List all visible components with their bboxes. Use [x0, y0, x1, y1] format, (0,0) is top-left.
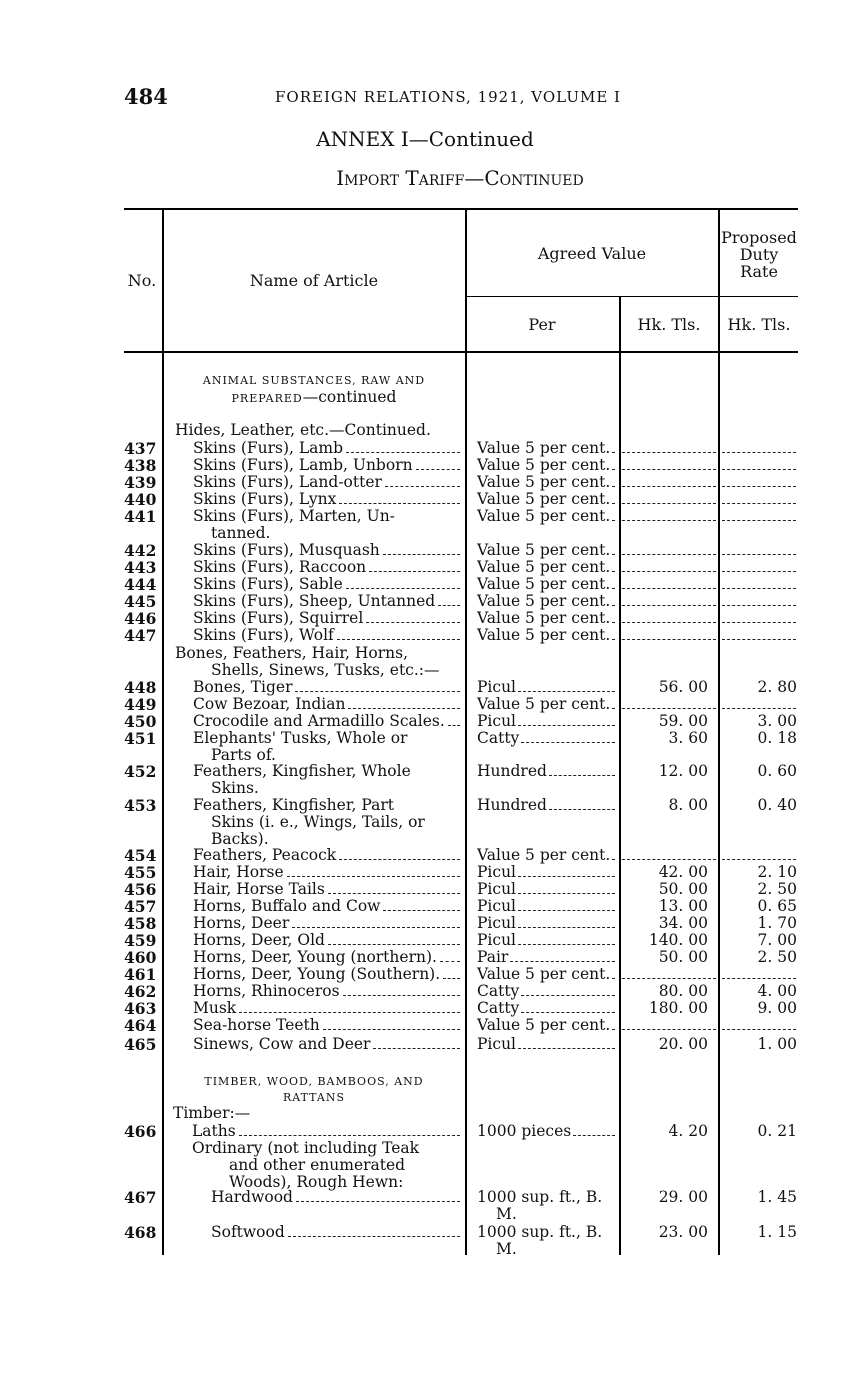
header-hk-tls: Hk. Tls. — [637, 315, 701, 334]
header-per: Per — [528, 315, 556, 334]
leader-dots — [612, 571, 615, 572]
per-unit: Value 5 per cent. — [477, 558, 611, 576]
leader-dots — [448, 725, 460, 726]
col-divider-2 — [465, 208, 467, 1255]
per-unit: Hundred — [477, 796, 547, 814]
per-unit: Picul — [477, 678, 517, 696]
leader-dots — [612, 605, 615, 606]
agreed-value: 180. 00 — [648, 999, 708, 1017]
leader-dots — [612, 503, 615, 504]
section-heading-timber-line2: RATTANS — [282, 1091, 345, 1104]
row-number: 458 — [124, 914, 157, 933]
row-number: 457 — [124, 897, 157, 916]
per-unit: Value 5 per cent. — [477, 609, 611, 627]
header-no: No. — [127, 271, 157, 290]
empty-value-dashes — [622, 978, 716, 979]
article-name: Cow Bezoar, Indian — [193, 695, 346, 713]
section-heading-animal-line1: ANIMAL SUBSTANCES, RAW AND — [202, 374, 426, 387]
article-name: Bones, Tiger — [193, 678, 293, 696]
agreed-value: 13. 00 — [658, 897, 708, 915]
article-name: Feathers, Kingfisher, Part — [193, 796, 394, 814]
agreed-value: 20. 00 — [658, 1035, 708, 1053]
subheading-bones-1: Bones, Feathers, Hair, Horns, — [175, 644, 409, 662]
page-number: 484 — [124, 84, 168, 109]
section-heading-animal-line2 — [164, 389, 464, 407]
table-top-rule — [124, 208, 798, 210]
leader-dots — [549, 775, 615, 776]
proposed-rule — [719, 296, 798, 297]
leader-dots — [612, 1029, 615, 1030]
subheading-bones-2: Shells, Sinews, Tusks, etc.:— — [211, 661, 440, 679]
leader-dots — [521, 995, 615, 996]
header-name: Name of Article — [249, 271, 379, 290]
empty-duty-dashes — [722, 588, 796, 589]
leader-dots — [443, 978, 460, 979]
empty-duty-dashes — [722, 605, 796, 606]
empty-value-dashes — [622, 639, 716, 640]
leader-dots — [612, 859, 615, 860]
row-number: 442 — [124, 541, 157, 560]
empty-value-dashes — [622, 605, 716, 606]
leader-dots — [383, 910, 460, 911]
row-number: 461 — [124, 965, 157, 984]
leader-dots — [518, 1048, 615, 1049]
subheading-timber: Timber:— — [173, 1104, 251, 1122]
leader-dots — [612, 554, 615, 555]
article-name-cont: tanned. — [211, 524, 271, 542]
row-number: 459 — [124, 931, 157, 950]
leader-dots — [348, 708, 460, 709]
empty-duty-dashes — [722, 520, 796, 521]
row-number: 464 — [124, 1016, 157, 1035]
article-name: Laths — [192, 1122, 236, 1140]
leader-dots — [510, 961, 615, 962]
leader-dots — [346, 588, 460, 589]
article-name: Musk — [193, 999, 237, 1017]
leader-dots — [328, 893, 460, 894]
per-unit: 1000 sup. ft., B. — [477, 1223, 603, 1241]
duty-rate: 3. 00 — [757, 712, 797, 730]
row-number: 460 — [124, 948, 157, 967]
leader-dots — [521, 742, 615, 743]
article-name: Hardwood — [211, 1188, 293, 1206]
empty-value-dashes — [622, 571, 716, 572]
duty-rate: 0. 18 — [757, 729, 797, 747]
header-proposed-1: Proposed — [721, 228, 797, 247]
article-name: Horns, Rhinoceros — [193, 982, 340, 1000]
agreed-value: 23. 00 — [658, 1223, 708, 1241]
agreed-value: 34. 00 — [658, 914, 708, 932]
empty-value-dashes — [622, 469, 716, 470]
article-name: Elephants' Tusks, Whole or — [193, 729, 408, 747]
row-number: 441 — [124, 507, 157, 526]
per-unit: Picul — [477, 863, 517, 881]
article-name: Skins (Furs), Marten, Un- — [193, 507, 395, 525]
duty-rate: 1. 00 — [757, 1035, 797, 1053]
duty-rate: 0. 65 — [757, 897, 797, 915]
empty-value-dashes — [622, 859, 716, 860]
empty-duty-dashes — [722, 978, 796, 979]
row-number: 466 — [124, 1122, 157, 1141]
per-unit: Value 5 per cent. — [477, 456, 611, 474]
leader-dots — [295, 691, 460, 692]
leader-dots — [518, 876, 615, 877]
article-name: Horns, Deer, Young (northern). — [193, 948, 437, 966]
article-name: Sea-horse Teeth — [193, 1016, 320, 1034]
row-number: 452 — [124, 762, 157, 781]
row-number: 465 — [124, 1035, 157, 1054]
leader-dots — [612, 639, 615, 640]
per-unit: Hundred — [477, 762, 547, 780]
empty-duty-dashes — [722, 639, 796, 640]
empty-duty-dashes — [722, 486, 796, 487]
leader-dots — [239, 1135, 460, 1136]
per-unit: Picul — [477, 712, 517, 730]
empty-value-dashes — [622, 622, 716, 623]
agreed-value: 8. 00 — [668, 796, 708, 814]
leader-dots — [612, 622, 615, 623]
per-unit: Catty — [477, 729, 520, 747]
article-name: Softwood — [211, 1223, 285, 1241]
agreed-value: 3. 60 — [668, 729, 708, 747]
article-name: Skins (Furs), Squirrel — [193, 609, 364, 627]
leader-dots — [612, 588, 615, 589]
per-unit: Value 5 per cent. — [477, 439, 611, 457]
leader-dots — [612, 520, 615, 521]
article-name: Skins (Furs), Lamb, Unborn — [193, 456, 413, 474]
leader-dots — [612, 469, 615, 470]
duty-rate: 2. 80 — [757, 678, 797, 696]
col-divider-4 — [718, 208, 720, 1255]
article-name-cont: Parts of. — [211, 746, 276, 764]
leader-dots — [518, 927, 615, 928]
row-number: 450 — [124, 712, 157, 731]
article-name: Skins (Furs), Lamb — [193, 439, 344, 457]
empty-duty-dashes — [722, 708, 796, 709]
per-unit: Picul — [477, 1035, 517, 1053]
duty-rate: 0. 60 — [757, 762, 797, 780]
empty-value-dashes — [622, 452, 716, 453]
article-name: Skins (Furs), Land-otter — [193, 473, 382, 491]
leader-dots — [518, 944, 615, 945]
duty-rate: 0. 21 — [757, 1122, 797, 1140]
agreed-value: 80. 00 — [658, 982, 708, 1000]
leader-dots — [339, 859, 460, 860]
row-number: 439 — [124, 473, 157, 492]
empty-duty-dashes — [722, 554, 796, 555]
agreed-value: 29. 00 — [658, 1188, 708, 1206]
article-name-cont: Backs). — [211, 830, 269, 848]
row-number: 438 — [124, 456, 157, 475]
duty-rate: 4. 00 — [757, 982, 797, 1000]
duty-rate: 1. 45 — [757, 1188, 797, 1206]
leader-dots — [328, 944, 460, 945]
per-unit: Catty — [477, 982, 520, 1000]
row-number: 448 — [124, 678, 157, 697]
row-number: 446 — [124, 609, 157, 628]
empty-duty-dashes — [722, 503, 796, 504]
leader-dots — [383, 554, 460, 555]
per-unit: 1000 pieces — [477, 1122, 572, 1140]
row-number: 455 — [124, 863, 157, 882]
leader-dots — [440, 961, 460, 962]
col-divider-3 — [619, 296, 621, 1255]
header-proposed-2: Duty — [739, 245, 779, 264]
leader-dots — [292, 927, 460, 928]
subheading-ordinary-2: and other enumerated — [229, 1156, 406, 1174]
leader-dots — [343, 995, 460, 996]
leader-dots — [612, 452, 615, 453]
per-unit: Value 5 per cent. — [477, 592, 611, 610]
empty-value-dashes — [622, 554, 716, 555]
leader-dots — [518, 893, 615, 894]
leader-dots — [337, 639, 460, 640]
section-heading-timber — [164, 1074, 464, 1106]
duty-rate: 0. 40 — [757, 796, 797, 814]
empty-duty-dashes — [722, 469, 796, 470]
empty-duty-dashes — [722, 622, 796, 623]
per-unit: Picul — [477, 897, 517, 915]
section-heading-animal-prepared: PREPARED — [231, 392, 303, 405]
per-unit-cont: M. — [496, 1240, 517, 1258]
agreed-value: 140. 00 — [648, 931, 708, 949]
leader-dots — [416, 469, 460, 470]
leader-dots — [518, 691, 615, 692]
row-number: 443 — [124, 558, 157, 577]
leader-dots — [612, 978, 615, 979]
per-unit: Value 5 per cent. — [477, 575, 611, 593]
article-name-cont: Skins. — [211, 779, 259, 797]
row-number: 449 — [124, 695, 157, 714]
duty-rate: 1. 70 — [757, 914, 797, 932]
article-name: Feathers, Peacock — [193, 846, 337, 864]
article-name: Feathers, Kingfisher, Whole — [193, 762, 411, 780]
empty-duty-dashes — [722, 571, 796, 572]
empty-duty-dashes — [722, 1029, 796, 1030]
empty-duty-dashes — [722, 452, 796, 453]
tariff-title: Import Tariff—Continued — [336, 166, 584, 190]
per-unit: Value 5 per cent. — [477, 490, 611, 508]
leader-dots — [288, 1236, 460, 1237]
leader-dots — [518, 910, 615, 911]
article-name: Crocodile and Armadillo Scales. — [193, 712, 445, 730]
duty-rate: 9. 00 — [757, 999, 797, 1017]
article-name: Sinews, Cow and Deer — [193, 1035, 371, 1053]
agreed-value: 50. 00 — [658, 880, 708, 898]
leader-dots — [521, 1012, 615, 1013]
leader-dots — [385, 486, 460, 487]
agreed-value: 42. 00 — [658, 863, 708, 881]
section-heading-animal — [164, 373, 464, 407]
article-name: Skins (Furs), Sable — [193, 575, 343, 593]
leader-dots — [296, 1201, 460, 1202]
per-unit-cont: M. — [496, 1205, 517, 1223]
row-number: 453 — [124, 796, 157, 815]
empty-value-dashes — [622, 486, 716, 487]
per-unit: Picul — [477, 931, 517, 949]
article-name: Horns, Buffalo and Cow — [193, 897, 381, 915]
row-number: 451 — [124, 729, 157, 748]
per-unit: Value 5 per cent. — [477, 626, 611, 644]
leader-dots — [339, 503, 460, 504]
header-proposed-unit: Hk. Tls. — [727, 315, 791, 334]
agreed-value: 12. 00 — [658, 762, 708, 780]
article-name: Skins (Furs), Musquash — [193, 541, 380, 559]
agreed-value: 59. 00 — [658, 712, 708, 730]
agreed-value: 56. 00 — [658, 678, 708, 696]
leader-dots — [612, 708, 615, 709]
subheading-hides: Hides, Leather, etc.—Continued. — [175, 421, 431, 439]
leader-dots — [346, 452, 460, 453]
per-unit: Value 5 per cent. — [477, 507, 611, 525]
duty-rate: 2. 50 — [757, 948, 797, 966]
running-head: FOREIGN RELATIONS, 1921, VOLUME I — [275, 88, 621, 106]
per-unit: Value 5 per cent. — [477, 846, 611, 864]
duty-rate: 7. 00 — [757, 931, 797, 949]
row-number: 468 — [124, 1223, 157, 1242]
article-name: Horns, Deer, Young (Southern). — [193, 965, 441, 983]
row-number: 463 — [124, 999, 157, 1018]
row-number: 447 — [124, 626, 157, 645]
row-number: 467 — [124, 1188, 157, 1207]
article-name: Skins (Furs), Lynx — [193, 490, 337, 508]
row-number: 440 — [124, 490, 157, 509]
agreed-value: 50. 00 — [658, 948, 708, 966]
per-unit: Value 5 per cent. — [477, 541, 611, 559]
section-heading-timber-line1: TIMBER, WOOD, BAMBOOS, AND — [204, 1075, 424, 1088]
annex-title: ANNEX I—Continued — [316, 127, 534, 151]
leader-dots — [612, 486, 615, 487]
leader-dots — [373, 1048, 460, 1049]
per-unit: 1000 sup. ft., B. — [477, 1188, 603, 1206]
per-unit: Catty — [477, 999, 520, 1017]
section-heading-animal-continued: —continued — [302, 388, 397, 406]
empty-duty-dashes — [722, 859, 796, 860]
per-unit: Value 5 per cent. — [477, 965, 611, 983]
leader-dots — [518, 725, 615, 726]
empty-value-dashes — [622, 588, 716, 589]
subheading-ordinary-3: Woods), Rough Hewn: — [229, 1173, 404, 1191]
empty-value-dashes — [622, 520, 716, 521]
duty-rate: 2. 50 — [757, 880, 797, 898]
article-name: Hair, Horse Tails — [193, 880, 325, 898]
leader-dots — [369, 571, 460, 572]
empty-value-dashes — [622, 1029, 716, 1030]
leader-dots — [366, 622, 460, 623]
leader-dots — [323, 1029, 460, 1030]
article-name: Skins (Furs), Raccoon — [193, 558, 367, 576]
agreed-value: 4. 20 — [668, 1122, 708, 1140]
subheading-ordinary-1: Ordinary (not including Teak — [192, 1139, 420, 1157]
header-proposed-3: Rate — [740, 262, 778, 281]
duty-rate: 2. 10 — [757, 863, 797, 881]
header-bottom-rule — [124, 351, 798, 353]
row-number: 444 — [124, 575, 157, 594]
empty-value-dashes — [622, 503, 716, 504]
empty-value-dashes — [622, 708, 716, 709]
article-name-cont: Skins (i. e., Wings, Tails, or — [211, 813, 425, 831]
row-number: 445 — [124, 592, 157, 611]
leader-dots — [573, 1135, 615, 1136]
article-name: Skins (Furs), Wolf — [193, 626, 334, 644]
per-unit: Value 5 per cent. — [477, 473, 611, 491]
article-name: Horns, Deer, Old — [193, 931, 325, 949]
row-number: 456 — [124, 880, 157, 899]
leader-dots — [549, 809, 615, 810]
row-number: 462 — [124, 982, 157, 1001]
leader-dots — [239, 1012, 460, 1013]
per-unit: Value 5 per cent. — [477, 1016, 611, 1034]
row-number: 437 — [124, 439, 157, 458]
per-unit: Picul — [477, 914, 517, 932]
duty-rate: 1. 15 — [757, 1223, 797, 1241]
article-name: Hair, Horse — [193, 863, 284, 881]
row-number: 454 — [124, 846, 157, 865]
per-unit: Pair — [477, 948, 509, 966]
per-unit: Picul — [477, 880, 517, 898]
leader-dots — [438, 605, 460, 606]
agreed-value-rule — [465, 296, 719, 297]
article-name: Horns, Deer — [193, 914, 290, 932]
header-agreed-value: Agreed Value — [537, 244, 647, 263]
article-name: Skins (Furs), Sheep, Untanned — [193, 592, 436, 610]
leader-dots — [287, 876, 460, 877]
per-unit: Value 5 per cent. — [477, 695, 611, 713]
